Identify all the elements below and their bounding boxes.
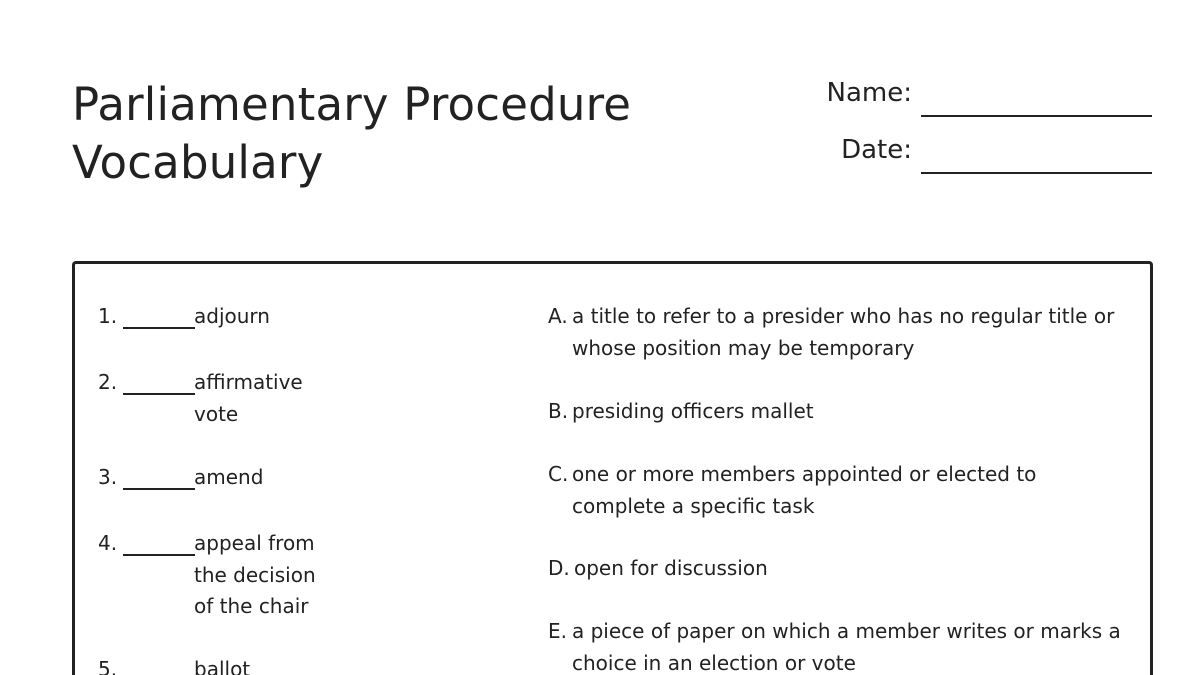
term-number: 5. (98, 657, 118, 675)
term-number: 2. (98, 370, 118, 394)
definition-text: presiding officers mallet (572, 399, 814, 423)
term-word: ballot (194, 657, 251, 675)
term-word: adjourn (194, 304, 270, 328)
answer-blank[interactable] (123, 367, 195, 395)
definition-letter: D. (548, 556, 570, 580)
term-word: affirmative vote (194, 370, 303, 426)
name-blank-line[interactable] (921, 115, 1152, 117)
definition-letter: C. (548, 462, 569, 486)
date-label: Date: (841, 135, 912, 165)
answer-blank[interactable] (123, 301, 195, 329)
name-field (700, 78, 912, 114)
term-number: 3. (98, 465, 118, 489)
worksheet-title: Parliamentary Procedure Vocabulary (72, 78, 632, 189)
definition-text: open for discussion (574, 556, 768, 580)
definition-text: a piece of paper on which a member writes or marks a choice in an election or vote (572, 619, 1121, 675)
definition-text: a title to refer to a presider who has no regular title or whose position may be temporary (572, 304, 1115, 360)
term-number: 1. (98, 304, 118, 328)
definition-letter: E. (548, 619, 567, 643)
definition-text: one or more members appointed or elected to complete a specific task (572, 462, 1037, 518)
name-label: Name: (826, 78, 912, 108)
term-number: 4. (98, 531, 118, 555)
answer-blank[interactable] (123, 462, 195, 490)
answer-blank[interactable] (123, 654, 195, 675)
definition-letter: A. (548, 304, 568, 328)
date-blank-line[interactable] (921, 172, 1152, 174)
term-word: appeal from the decision of the chair (194, 531, 316, 618)
term-word: amend (194, 465, 264, 489)
date-field (700, 135, 912, 171)
answer-blank[interactable] (123, 528, 195, 556)
definition-letter: B. (548, 399, 569, 423)
